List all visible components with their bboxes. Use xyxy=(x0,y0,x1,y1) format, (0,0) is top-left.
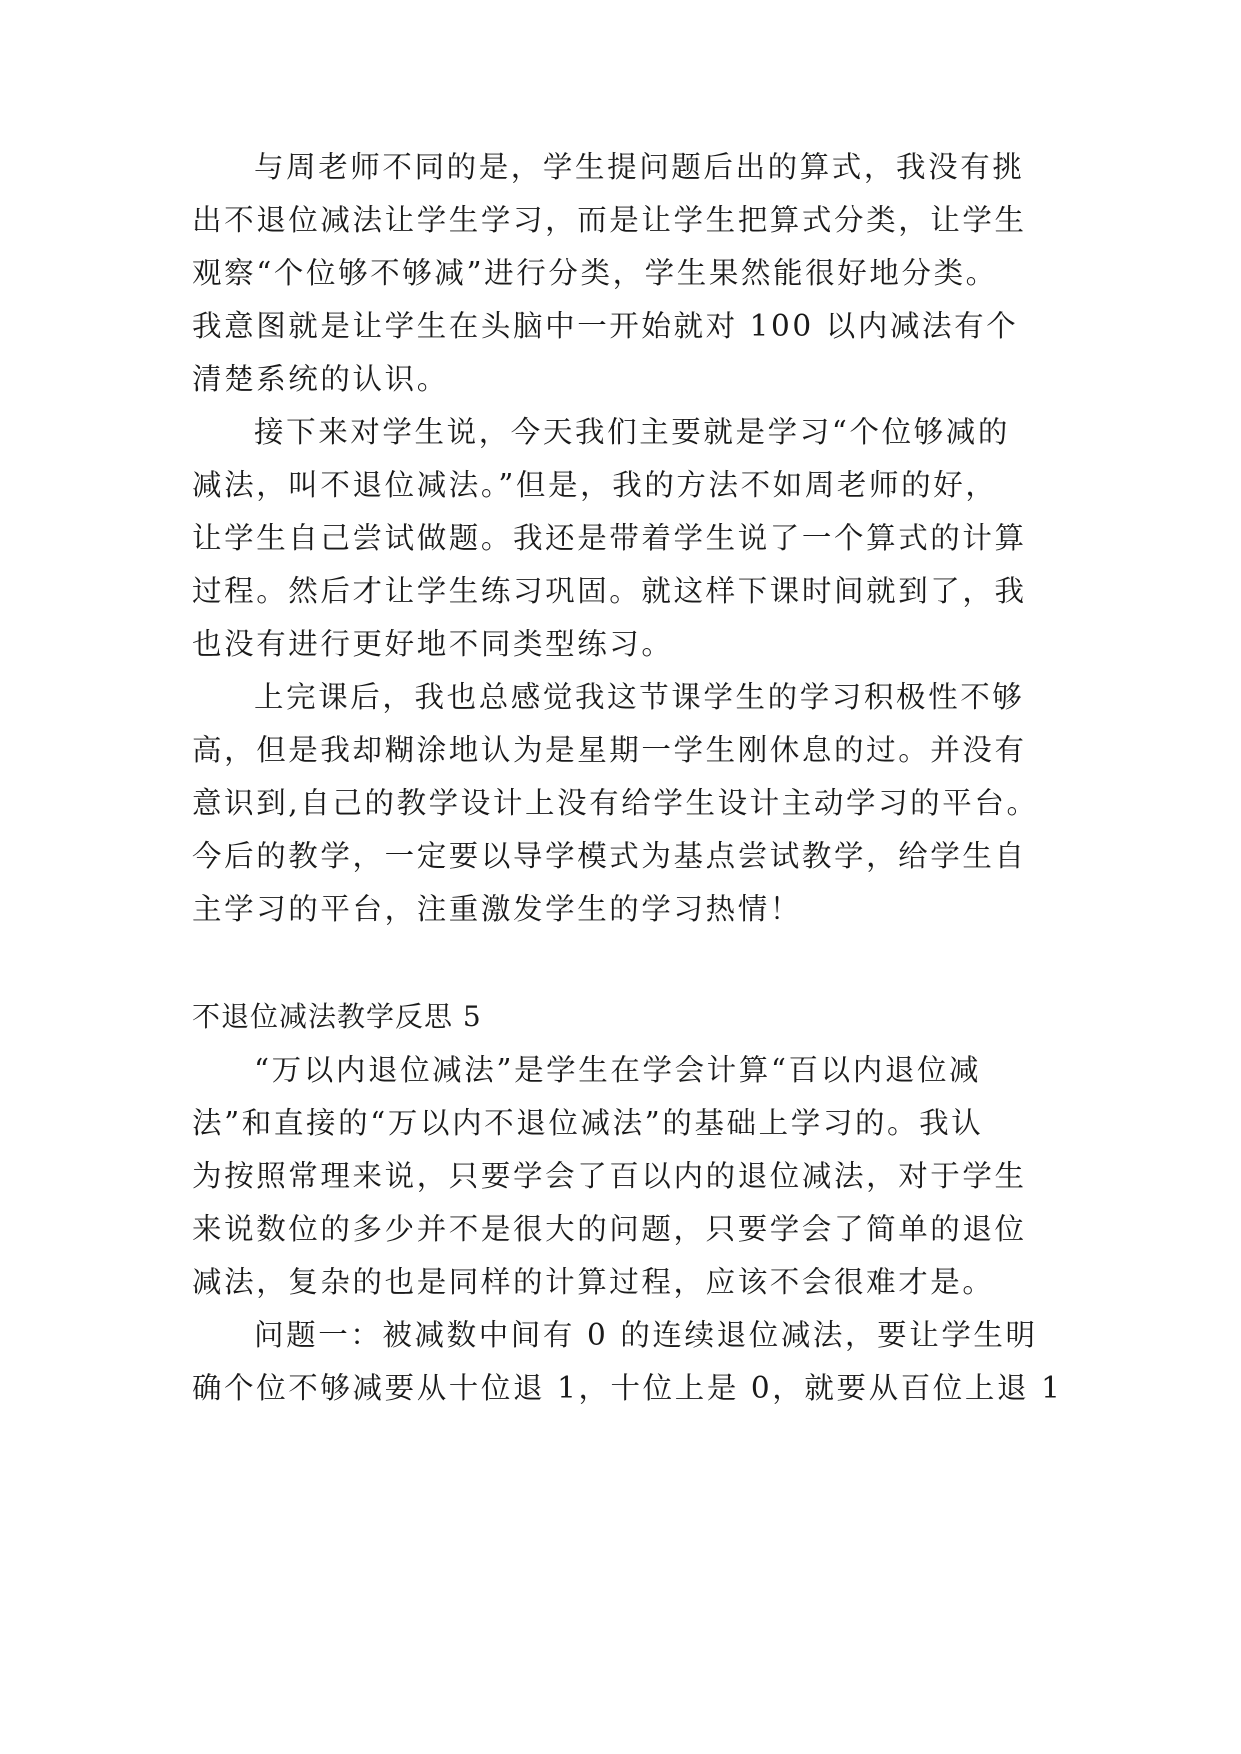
paragraph-3-line-2: 高，但是我却糊涂地认为是星期一学生刚休息的过。并没有 xyxy=(192,733,1027,767)
paragraph-4-line-5: 减法，复杂的也是同样的计算过程，应该不会很难才是。 xyxy=(192,1265,995,1299)
paragraph-1-line-4: 我意图就是让学生在头脑中一开始就对 100 以内减法有个 xyxy=(192,309,1019,343)
paragraph-2-line-1: 接下来对学生说，今天我们主要就是学习“个位够减的 xyxy=(254,415,1010,449)
paragraph-1-line-1: 与周老师不同的是，学生提问题后出的算式，我没有挑 xyxy=(254,150,1025,184)
paragraph-3-line-5: 主学习的平台，注重激发学生的学习热情！ xyxy=(192,892,802,926)
paragraph-5-line-2: 确个位不够减要从十位退 1，十位上是 0，就要从百位上退 1 xyxy=(192,1371,1063,1405)
paragraph-4-line-3: 为按照常理来说，只要学会了百以内的退位减法，对于学生 xyxy=(192,1159,1027,1193)
paragraph-4-line-4: 来说数位的多少并不是很大的问题，只要学会了简单的退位 xyxy=(192,1212,1027,1246)
paragraph-1-line-2: 出不退位减法让学生学习，而是让学生把算式分类，让学生 xyxy=(192,203,1027,237)
paragraph-2-line-3: 让学生自己尝试做题。我还是带着学生说了一个算式的计算 xyxy=(192,521,1027,555)
paragraph-3-line-1: 上完课后，我也总感觉我这节课学生的学习积极性不够 xyxy=(254,680,1025,714)
paragraph-2-line-5: 也没有进行更好地不同类型练习。 xyxy=(192,627,674,661)
paragraph-4-line-2: 法”和直接的“万以内不退位减法”的基础上学习的。我认 xyxy=(192,1106,984,1140)
paragraph-3-line-3: 意识到,自己的教学设计上没有给学生设计主动学习的平台。 xyxy=(192,786,1039,820)
paragraph-2-line-4: 过程。然后才让学生练习巩固。就这样下课时间就到了，我 xyxy=(192,574,1027,608)
paragraph-2-line-2: 减法，叫不退位减法。”但是，我的方法不如周老师的好， xyxy=(192,468,998,502)
section-title: 不退位减法教学反思 5 xyxy=(192,1000,482,1033)
paragraph-1-line-3: 观察“个位够不够减”进行分类，学生果然能很好地分类。 xyxy=(192,256,998,290)
paragraph-5-line-1: 问题一：被减数中间有 0 的连续退位减法，要让学生明 xyxy=(254,1318,1038,1352)
paragraph-4-line-1: “万以内退位减法”是学生在学会计算“百以内退位减 xyxy=(254,1053,982,1087)
paragraph-1-line-5: 清楚系统的认识。 xyxy=(192,362,449,396)
paragraph-3-line-4: 今后的教学，一定要以导学模式为基点尝试教学，给学生自 xyxy=(192,839,1027,873)
